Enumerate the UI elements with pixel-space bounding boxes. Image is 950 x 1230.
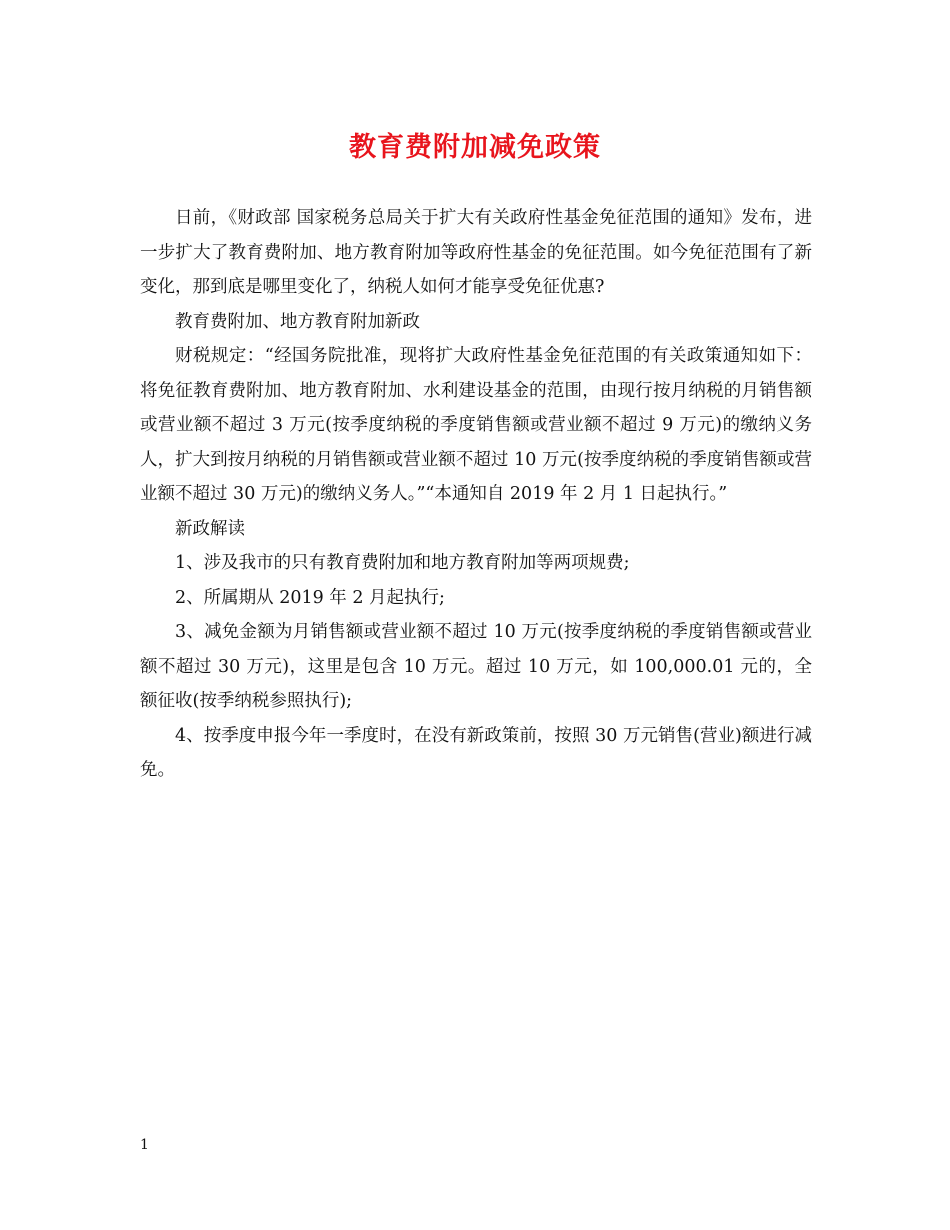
paragraph-item-1: 1、涉及我市的只有教育费附加和地方教育附加等两项规费; — [175, 553, 630, 573]
paragraph-item-3: 3、减免金额为月销售额或营业额不超过 10 万元(按季度纳税的季度销售额或营业额不超过 30 万元)，这里是包含 10 万元。超过 10 万元，如 100,000.01 元的，全额征收(按季纳税参照执行); — [140, 622, 812, 711]
paragraph-policy-quote: 财税规定：“经国务院批准，现将扩大政府性基金免征范围的有关政策通知如下：将免征教育费附加、地方教育附加、水利建设基金的范围，由现行按月纳税的月销售额或营业额不超过 3 万元(按季度纳税的季度销售额或营业额不超过 9 万元)的缴纳义务人，扩大到按月纳税的月销售额或营业额不超过 10 万元(按季度纳税的季度销售额或营业额不超过 30 万元)的缴纳义务人。”“本通知自 2019 年 2 月 1 日起执行。” — [140, 346, 812, 504]
paragraph-heading-interpretation: 新政解读 — [175, 518, 245, 539]
document-title: 教育费附加减免政策 — [349, 132, 601, 163]
paragraph-item-4: 4、按季度申报今年一季度时，在没有新政策前，按照 30 万元销售(营业)额进行减免。 — [140, 725, 812, 780]
document-body — [140, 201, 812, 788]
paragraph-intro: 日前，《财政部 国家税务总局关于扩大有关政府性基金免征范围的通知》发布，进一步扩大了教育费附加、地方教育附加等政府性基金的免征范围。如今免征范围有了新变化，那到底是哪里变化了，纳税人如何才能享受免征优惠? — [140, 208, 812, 297]
page-number: 1 — [140, 1137, 149, 1153]
paragraph-item-2: 2、所属期从 2019 年 2 月起执行; — [175, 587, 445, 608]
paragraph-heading-new-policy: 教育费附加、地方教育附加新政 — [175, 311, 420, 332]
